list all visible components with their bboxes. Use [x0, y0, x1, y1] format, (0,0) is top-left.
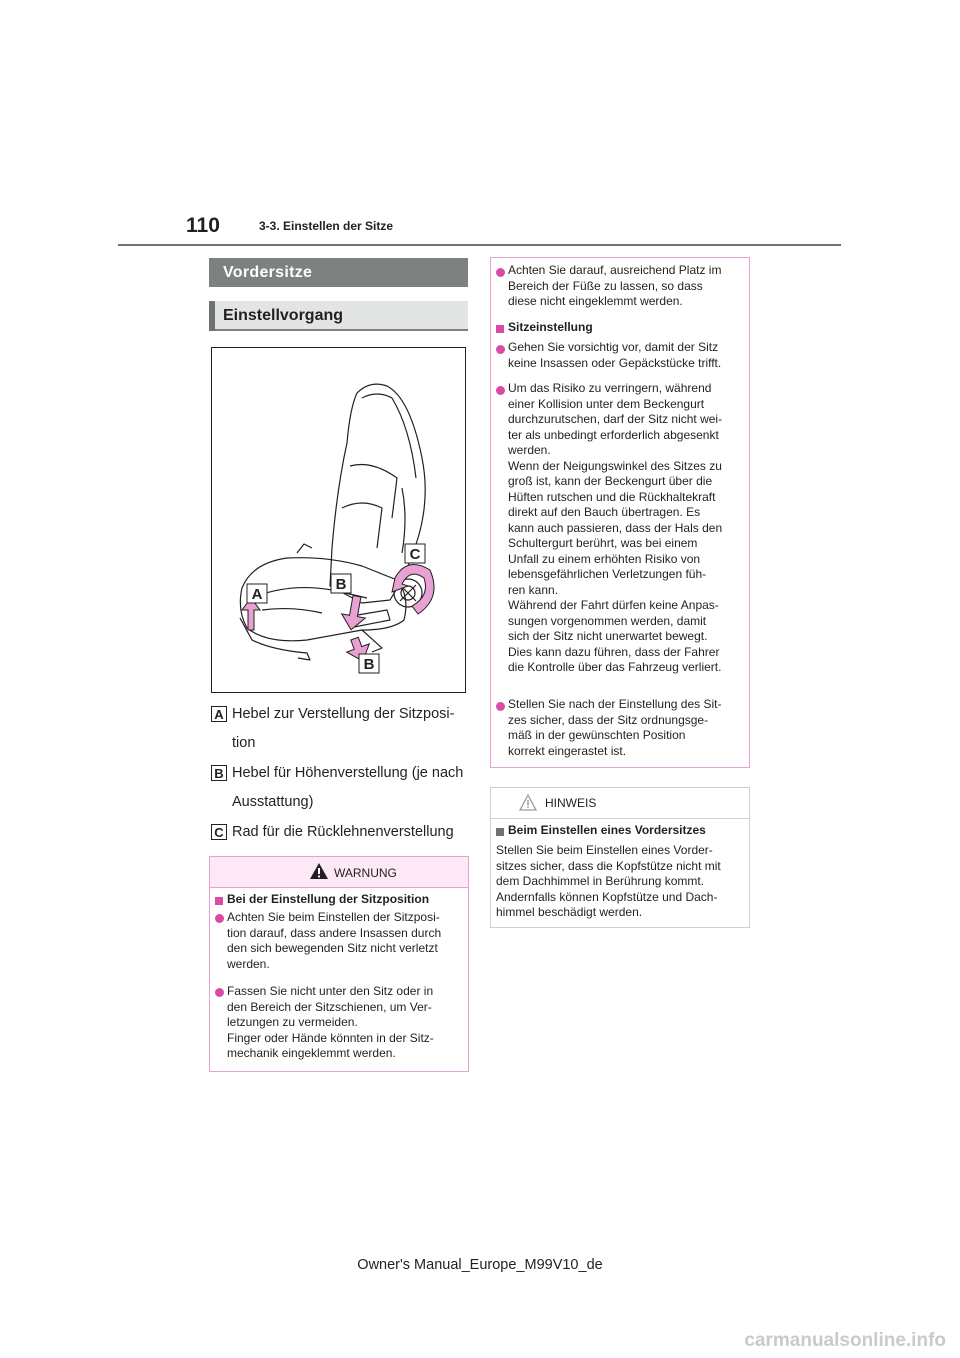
notice-header [491, 788, 749, 819]
warning-item-1 [227, 910, 441, 972]
legend-item-c [211, 824, 454, 841]
warning-cont-line: kann auch passieren, dass der Hals den [508, 520, 723, 535]
notice-heading-marker [496, 828, 504, 836]
warning-bullet-1 [215, 914, 224, 923]
notice-title: HINWEIS [545, 796, 597, 810]
warning-cont-line: direkt auf den Bauch übertragen. Es [508, 505, 701, 519]
legend-item-b [211, 765, 464, 810]
warning-cont-line: Achten Sie darauf, ausreichend Platz im [508, 263, 722, 277]
warning-cont-item-1 [508, 263, 721, 310]
warning-header [210, 857, 468, 888]
watermark: carmanualsonline.info [744, 1330, 946, 1351]
notice-text-line: Andernfalls können Kopfstütze und Dach- [496, 889, 718, 904]
figure-label-c: C [409, 546, 421, 563]
warning-cont-line: lebensgefährlichen Verletzungen füh- [508, 567, 707, 581]
warning-cont-line: sich der Sitz nicht unerwartet bewegt. [508, 629, 708, 643]
legend-key-a: A [211, 706, 227, 722]
warning-cont-line: Während der Fahrt dürfen keine Anpas- [508, 598, 719, 612]
warning-box [209, 856, 469, 1072]
warning-item-1-line: tion darauf, dass andere Insassen durch [227, 925, 442, 940]
figure-label-b-upper: B [335, 576, 347, 593]
warning-cont-bullet-4 [496, 702, 505, 711]
warning-cont-line: keine Insassen oder Gepäckstücke trifft. [508, 355, 722, 370]
legend-text-a: Hebel zur Verstellung der Sitzposi- [232, 706, 455, 722]
warning-cont-line: Gehen Sie vorsichtig vor, damit der Sitz [508, 340, 719, 354]
warning-cont-line: Stellen Sie nach der Einstellung des Sit- [508, 697, 722, 711]
subsection-accent [209, 301, 215, 331]
warning-item-2-line: den Bereich der Sitzschienen, um Ver- [227, 999, 432, 1014]
section-title: Vordersitze [209, 258, 468, 287]
warning-item-2 [227, 984, 434, 1062]
warning-item-1-line: Achten Sie beim Einstellen der Sitzposi- [227, 910, 440, 924]
warning-cont-heading: Sitzeinstellung [508, 320, 593, 334]
subsection-bar [209, 301, 468, 331]
legend-text-b: Hebel für Höhenverstellung (je nach [232, 765, 464, 781]
notice-heading: Beim Einstellen eines Vordersitzes [508, 823, 706, 837]
warning-cont-line: ter als unbedingt erforderlich abgesenkt [508, 427, 719, 442]
legend-key-b: B [211, 765, 227, 781]
warning-item-1-line: werden. [227, 956, 270, 971]
arrow-height-up [339, 594, 369, 632]
notice-text [496, 843, 721, 921]
warning-cont-line: einer Kollision unter dem Beckengurt [508, 396, 705, 411]
warning-cont-line: Bereich der Füße zu lassen, so dass [508, 278, 703, 293]
page-number: 110 [186, 214, 220, 237]
figure-label-a: A [251, 586, 263, 603]
footer-text: Owner's Manual_Europe_M99V10_de [357, 1257, 603, 1273]
warning-cont-bullet-2 [496, 345, 505, 354]
warning-cont-item-3 [508, 381, 722, 676]
notice-box [490, 787, 750, 928]
warning-continuation-box [490, 257, 750, 768]
warning-cont-line: durchzurutschen, darf der Sitz nicht wei- [508, 412, 723, 426]
warning-cont-line: Unfall zu einem erhöhten Risiko von [508, 551, 701, 566]
warning-bullet-2 [215, 988, 224, 997]
warning-cont-item-2 [508, 340, 721, 371]
warning-cont-heading-marker [496, 325, 504, 333]
legend-item-a [211, 706, 455, 751]
warning-item-1-line: den sich bewegenden Sitz nicht verletzt [227, 941, 438, 955]
warning-cont-bullet-3 [496, 386, 505, 395]
warning-cont-line: sungen vorgenommen werden, damit [508, 613, 707, 628]
warning-item-2-line: Fassen Sie nicht unter den Sitz oder in [227, 984, 434, 998]
warning-cont-line: mäß in der gewünschten Position [508, 728, 686, 742]
warning-heading-marker [215, 897, 223, 905]
figure-label-b-lower: B [363, 656, 375, 673]
warning-item-2-line: letzungen zu vermeiden. [227, 1015, 358, 1029]
warning-cont-bullet-1 [496, 268, 505, 277]
warning-title: WARNUNG [334, 866, 397, 880]
warning-item-2-line: Finger oder Hände könnten in der Sitz- [227, 1030, 434, 1045]
warning-cont-line: zes sicher, dass der Sitz ordnungsge- [508, 712, 709, 727]
warning-item-2-line: mechanik eingeklemmt werden. [227, 1046, 396, 1060]
legend-text-b-cont: Ausstattung) [232, 794, 314, 810]
warning-cont-line: groß ist, kann der Beckengurt über die [508, 474, 713, 488]
legend-text-c: Rad für die Rücklehnenverstellung [232, 824, 454, 840]
legend-key-c: C [211, 824, 227, 840]
seat-illustration [211, 347, 466, 693]
notice-text-line: himmel beschädigt werden. [496, 905, 643, 919]
warning-cont-line: ren kann. [508, 582, 559, 597]
warning-cont-line: diese nicht eingeklemmt werden. [508, 294, 683, 308]
arrow-recline [392, 565, 434, 614]
caution-triangle-icon [519, 794, 537, 811]
warning-cont-line: Dies kann dazu führen, dass der Fahrer [508, 644, 720, 659]
notice-text-line: dem Dachhimmel in Berührung kommt. [496, 874, 705, 888]
subsection-title: Einstellvorgang [223, 307, 344, 324]
warning-heading: Bei der Einstellung der Sitzposition [227, 892, 430, 906]
warning-cont-line: korrekt eingerastet ist. [508, 743, 627, 758]
seat-drawing [212, 348, 467, 694]
warning-cont-line: die Kontrolle über das Fahrzeug verliert. [508, 660, 722, 674]
warning-triangle-icon [309, 862, 329, 880]
warning-cont-line: werden. [508, 443, 551, 457]
legend-text-a-cont: tion [232, 735, 256, 751]
notice-text-line: sitzes sicher, dass die Kopfstütze nicht mit [496, 858, 721, 873]
warning-cont-item-4 [508, 697, 721, 759]
header-divider [118, 244, 841, 246]
warning-cont-line: Schultergurt berührt, was bei einem [508, 536, 698, 550]
chapter-title: 3-3. Einstellen der Sitze [259, 219, 394, 233]
warning-cont-line: Wenn der Neigungswinkel des Sitzes zu [508, 458, 722, 473]
notice-text-line: Stellen Sie beim Einstellen eines Vorder- [496, 843, 713, 857]
warning-cont-line: Um das Risiko zu verringern, während [508, 381, 712, 395]
warning-cont-line: Hüften rutschen und die Rückhaltekraft [508, 489, 716, 504]
